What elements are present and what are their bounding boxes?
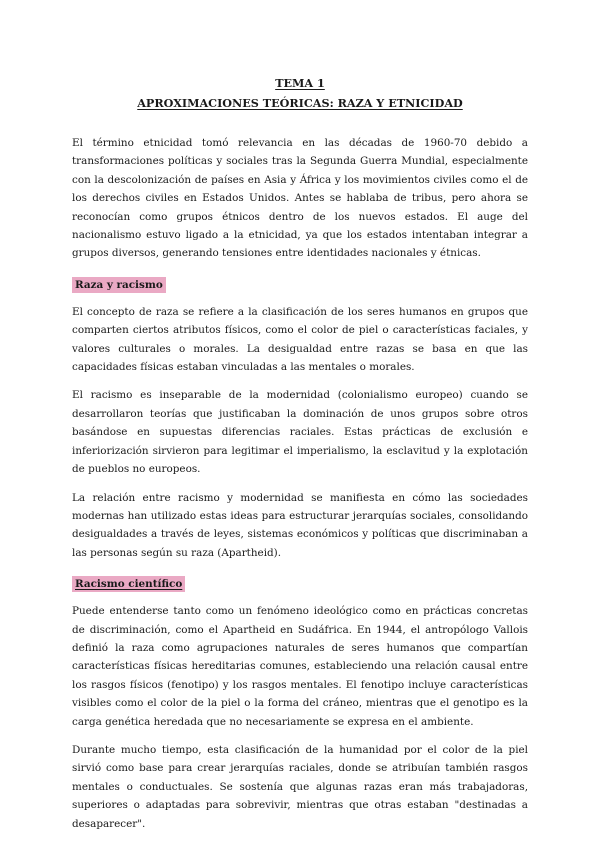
paragraph: El racismo es inseparable de la modernidad (colonialismo europeo) cuando se desarrollaron teorías que justificaban la dominación de unos grupos sobre otros basándose en supuestas diferencias raciales. Estas prácticas de exclusión e inferiorización sirvieron para legitimar el imperialismo, la esclavitud y la explotación de pueblos no europeos. (72, 389, 528, 476)
paragraph: La relación entre racismo y modernidad se manifiesta en cómo las sociedades modernas han utilizado estas ideas para estructurar jerarquías sociales, consolidando desigualdades a través de leyes, sistemas económicos y políticas que discriminaban a las personas según su raza (Apartheid). (72, 491, 528, 559)
paragraph: Durante mucho tiempo, esta clasificación de la humanidad por el color de la piel sirvió como base para crear jerarquías raciales, donde se atribuían también rasgos mentales o conductuales. Se sostenía que algunas razas eran más trabajadoras, superiores o adaptadas para sobrevivir, mientras que otras estaban "destinadas a desaparecer". (72, 743, 528, 830)
section-heading-raza-y-racismo: Raza y racismo (72, 277, 166, 293)
paragraph: El concepto de raza se refiere a la clasificación de los seres humanos en grupos que comparten ciertos atributos físicos, como el color de piel o características faciales, y valores culturales o morales. La desigualdad entre razas se basa en que las capacidades físicas estaban vinculadas a las mentales o morales. (72, 305, 528, 374)
paragraph: Puede entenderse tanto como un fenómeno ideológico como en prácticas concretas de discriminación, como el Apartheid en Sudáfrica. En 1944, el antropólogo Vallois definió la raza como agrupaciones naturales de seres humanos que compartían características físicas hereditarias comunes, estableciendo una relación causal entre los rasgos físicos (fenotipo) y los rasgos mentales. El fenotipo incluye características visibles como el color de la piel o la forma del cráneo, mientras que el genotipo es la carga genética heredada que no necesariamente se expresa en el ambiente. (72, 605, 528, 728)
section-heading-racismo-cientifico: Racismo científico (72, 576, 185, 592)
document-title: APROXIMACIONES TEÓRICAS: RAZA Y ETNICIDAD (137, 96, 463, 110)
title-block (72, 72, 528, 112)
intro-paragraph: El término etnicidad tomó relevancia en las décadas de 1960-70 debido a transformaciones políticas y sociales tras la Segunda Guerra Mundial, especialmente con la descolonización de países en Asia y África y los movimientos civiles como el de los derechos civiles en Estados Unidos. Antes se hablaba de tribus, pero ahora se reconocían como grupos étnicos dentro de los nuevos estados. El auge del nacionalismo estuvo ligado a la etnicidad, ya que los estados intentaban integrar a grupos diversos, generando tensiones entre identidades nacionales y étnicas. (72, 137, 528, 260)
document-title-topic: TEMA 1 (275, 76, 325, 90)
